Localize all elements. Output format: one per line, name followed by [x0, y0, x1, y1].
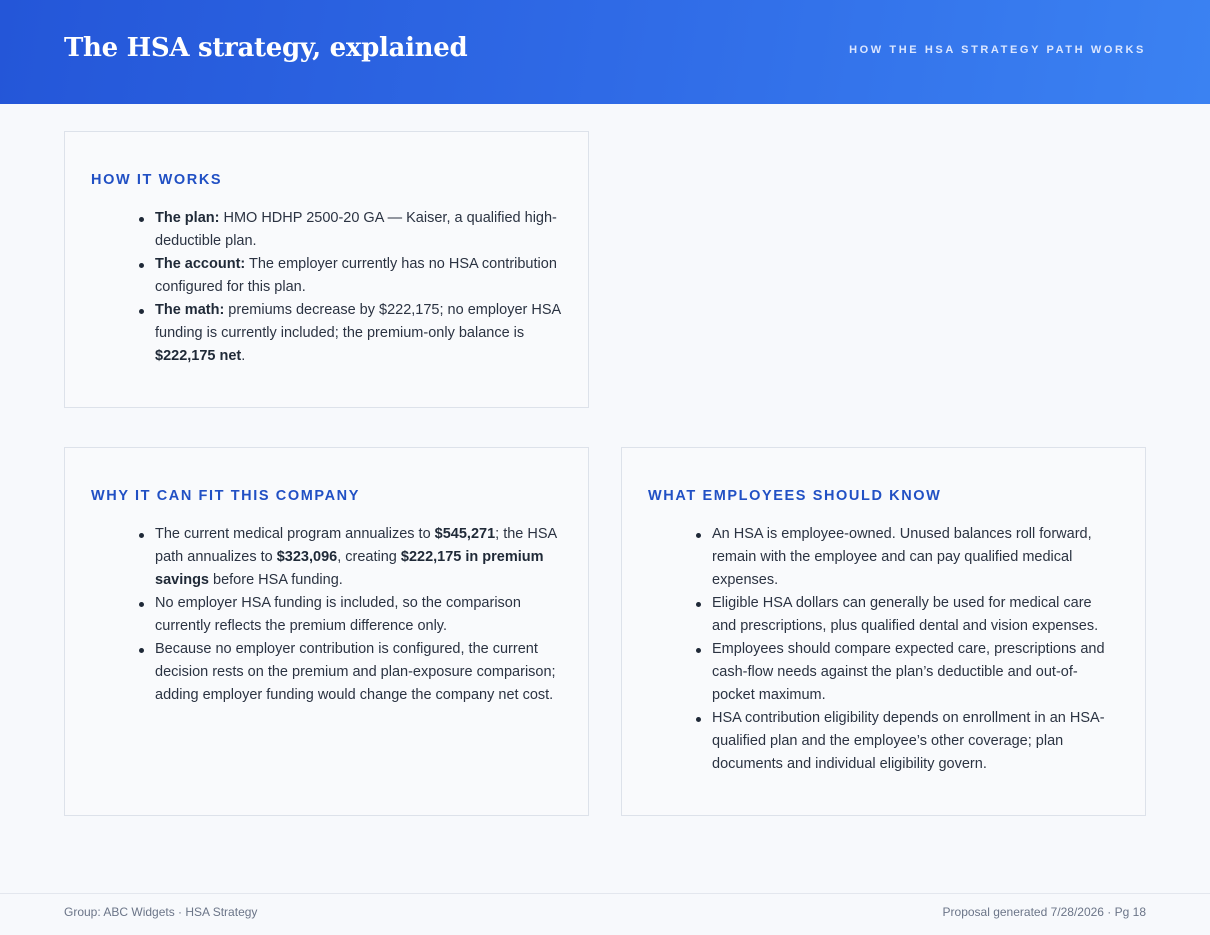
list-item: Eligible HSA dollars can generally be used for medical care and prescriptions, plus qualified dental and vision expenses. [712, 592, 1119, 638]
list-item [155, 299, 562, 368]
item-text: The current medical program annualizes to [155, 526, 435, 542]
page-header [0, 0, 1210, 104]
item-text: . [241, 348, 246, 364]
bold-value: $222,175 in premium savings [155, 549, 544, 588]
list-item [155, 592, 562, 638]
card-title: HOW IT WORKS [91, 172, 223, 188]
bold-label: The account: [155, 256, 246, 272]
bold-label: The plan: [155, 210, 220, 226]
item-text: before HSA funding. [209, 572, 343, 588]
item-text: premiums decrease by $222,175; no employer HSA funding is currently included; the premium-only balance is [155, 302, 561, 341]
bold-value: $545,271 [434, 526, 496, 542]
bullet-list [91, 523, 562, 707]
how-it-works-card [64, 131, 589, 408]
list-item [155, 253, 562, 299]
list-item: Employees should compare expected care, prescriptions and cash-flow needs against the plan’s deductible and out-of-pocket maximum. [712, 638, 1119, 707]
item-text: Because no employer contribution is configured, the current decision rests on the premium and plan-exposure comparison; adding employer funding would change the company net cost. [155, 641, 556, 703]
bold-value: $323,096 [276, 549, 338, 565]
footer-page-info: Proposal generated 7/28/2026 · Pg 18 [942, 905, 1146, 919]
why-fit-card [64, 447, 589, 816]
item-text: The employer currently has no HSA contribution configured for this plan. [155, 256, 557, 295]
item-text: , creating [337, 549, 401, 565]
list-item: HSA contribution eligibility depends on enrollment in an HSA-qualified plan and the employee’s other coverage; plan documents and individual eligibility govern. [712, 707, 1119, 776]
bullet-list [91, 207, 562, 368]
bullet-list [648, 523, 1119, 776]
employees-know-card [621, 447, 1146, 816]
page-title: The HSA strategy, explained [64, 33, 468, 63]
item-text: No employer HSA funding is included, so the comparison currently reflects the premium difference only. [155, 595, 521, 634]
list-item [155, 638, 562, 707]
bold-label: The math: [155, 302, 225, 318]
list-item [155, 523, 562, 592]
list-item: An HSA is employee-owned. Unused balances roll forward, remain with the employee and can pay qualified medical expenses. [712, 523, 1119, 592]
bold-value: $222,175 net [155, 348, 242, 364]
item-text: ; the HSA path annualizes to [155, 526, 557, 565]
card-title: WHY IT CAN FIT THIS COMPANY [91, 488, 361, 504]
card-title: WHAT EMPLOYEES SHOULD KNOW [648, 488, 942, 504]
list-item [155, 207, 562, 253]
footer-group-label: Group: ABC Widgets · HSA Strategy [64, 905, 258, 919]
item-text: HMO HDHP 2500-20 GA — Kaiser, a qualified high-deductible plan. [155, 210, 557, 249]
section-label: HOW THE HSA STRATEGY PATH WORKS [849, 44, 1146, 56]
page-footer [0, 893, 1210, 935]
